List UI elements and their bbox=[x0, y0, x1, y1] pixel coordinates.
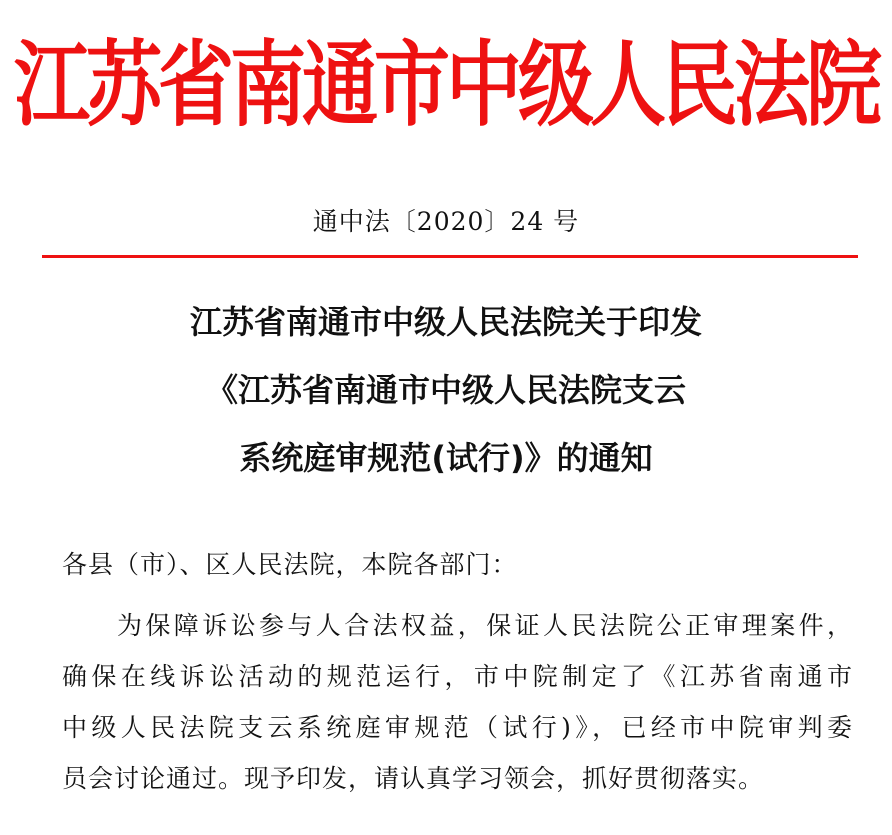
notice-title-line: 江苏省南通市中级人民法院关于印发 bbox=[189, 303, 702, 341]
body-line: 确保在线诉讼活动的规范运行，市中院制定了《江苏省南通市 bbox=[62, 662, 852, 691]
salutation: 各县（市）、区人民法院，本院各部门： bbox=[62, 550, 518, 579]
notice-title bbox=[0, 288, 892, 492]
body-line: 为保障诉讼参与人合法权益，保证人民法院公正审理案件， bbox=[117, 611, 852, 640]
body-line: 中级人民法院支云系统庭审规范（试行)》，已经市中院审判委 bbox=[62, 713, 852, 742]
notice-title-line: 系统庭审规范(试行)》的通知 bbox=[239, 439, 653, 477]
body-paragraph bbox=[62, 600, 852, 804]
court-header-title: 江苏省南通市中级人民法院 bbox=[14, 30, 878, 139]
notice-title-line: 《江苏省南通市中级人民法院支云 bbox=[205, 371, 686, 409]
red-divider-line bbox=[42, 255, 858, 258]
body-line: 员会讨论通过。现予印发，请认真学习领会，抓好贯彻落实。 bbox=[62, 764, 765, 793]
document-number: 通中法〔2020〕24 号 bbox=[312, 207, 580, 236]
